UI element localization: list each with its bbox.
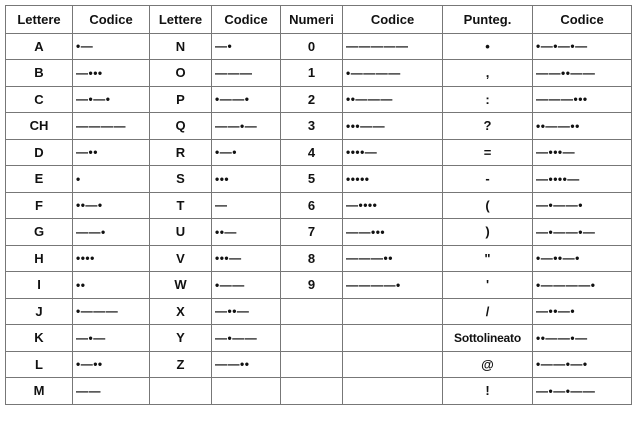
number-cell: 8 bbox=[281, 245, 343, 272]
number-code-cell: ———•• bbox=[343, 245, 443, 272]
letter-cell bbox=[150, 378, 212, 405]
number-code-cell bbox=[343, 298, 443, 325]
morse-code-table bbox=[5, 5, 632, 405]
letter-cell: W bbox=[150, 272, 212, 299]
number-cell: 4 bbox=[281, 139, 343, 166]
letter-code-cell: ••• bbox=[212, 166, 281, 193]
letter-cell: I bbox=[6, 272, 73, 299]
letter-cell: M bbox=[6, 378, 73, 405]
number-code-cell bbox=[343, 325, 443, 352]
number-code-cell: ————• bbox=[343, 272, 443, 299]
letter-cell: K bbox=[6, 325, 73, 352]
punctuation-cell: , bbox=[443, 60, 533, 87]
table-row bbox=[6, 139, 632, 166]
letter-code-cell: ••—• bbox=[73, 192, 150, 219]
header-codice: Codice bbox=[533, 6, 632, 34]
header-codice: Codice bbox=[73, 6, 150, 34]
table-row bbox=[6, 192, 632, 219]
letter-cell: U bbox=[150, 219, 212, 246]
table-row bbox=[6, 86, 632, 113]
letter-code-cell: ••— bbox=[212, 219, 281, 246]
punctuation-code-cell: —•——• bbox=[533, 192, 632, 219]
number-cell: 9 bbox=[281, 272, 343, 299]
letter-cell: H bbox=[6, 245, 73, 272]
punctuation-code-cell: —•••— bbox=[533, 139, 632, 166]
letter-code-cell: ——•• bbox=[212, 351, 281, 378]
punctuation-code-cell: —••—• bbox=[533, 298, 632, 325]
punctuation-code-cell: —••••— bbox=[533, 166, 632, 193]
number-code-cell: ——••• bbox=[343, 219, 443, 246]
table-row bbox=[6, 113, 632, 140]
punctuation-cell: Sottolineato bbox=[443, 325, 533, 352]
punctuation-code-cell: —•——•— bbox=[533, 219, 632, 246]
punctuation-code-cell: •—•—•— bbox=[533, 33, 632, 60]
punctuation-cell: = bbox=[443, 139, 533, 166]
number-code-cell bbox=[343, 351, 443, 378]
letter-cell: J bbox=[6, 298, 73, 325]
number-code-cell: ••••— bbox=[343, 139, 443, 166]
letter-code-cell: ——• bbox=[73, 219, 150, 246]
punctuation-cell: - bbox=[443, 166, 533, 193]
letter-cell: C bbox=[6, 86, 73, 113]
header-codice: Codice bbox=[343, 6, 443, 34]
letter-cell: P bbox=[150, 86, 212, 113]
number-cell: 7 bbox=[281, 219, 343, 246]
number-code-cell: ••••• bbox=[343, 166, 443, 193]
letter-cell: V bbox=[150, 245, 212, 272]
punctuation-cell: ) bbox=[443, 219, 533, 246]
letter-code-cell: •—• bbox=[212, 139, 281, 166]
letter-code-cell: ——— bbox=[212, 60, 281, 87]
letter-code-cell: •——• bbox=[212, 86, 281, 113]
punctuation-cell: : bbox=[443, 86, 533, 113]
punctuation-cell: • bbox=[443, 33, 533, 60]
number-cell: 3 bbox=[281, 113, 343, 140]
number-cell: 6 bbox=[281, 192, 343, 219]
letter-cell: R bbox=[150, 139, 212, 166]
letter-cell: G bbox=[6, 219, 73, 246]
letter-cell: T bbox=[150, 192, 212, 219]
letter-code-cell: •—— bbox=[212, 272, 281, 299]
letter-code-cell: —••— bbox=[212, 298, 281, 325]
header-numeri: Numeri bbox=[281, 6, 343, 34]
number-code-cell: —•••• bbox=[343, 192, 443, 219]
number-code-cell: •••—— bbox=[343, 113, 443, 140]
punctuation-cell: ' bbox=[443, 272, 533, 299]
punctuation-cell: " bbox=[443, 245, 533, 272]
table-row bbox=[6, 272, 632, 299]
table-row bbox=[6, 378, 632, 405]
letter-code-cell: •——— bbox=[73, 298, 150, 325]
table-row bbox=[6, 60, 632, 87]
letter-cell: Z bbox=[150, 351, 212, 378]
number-cell: 1 bbox=[281, 60, 343, 87]
letter-cell: L bbox=[6, 351, 73, 378]
number-cell bbox=[281, 298, 343, 325]
table-row bbox=[6, 298, 632, 325]
letter-code-cell: • bbox=[73, 166, 150, 193]
punctuation-code-cell: •——•—• bbox=[533, 351, 632, 378]
punctuation-code-cell: ••——•• bbox=[533, 113, 632, 140]
letter-code-cell: —— bbox=[73, 378, 150, 405]
punctuation-cell: / bbox=[443, 298, 533, 325]
table-row bbox=[6, 245, 632, 272]
letter-cell: CH bbox=[6, 113, 73, 140]
number-cell: 2 bbox=[281, 86, 343, 113]
table-row bbox=[6, 166, 632, 193]
letter-code-cell: •— bbox=[73, 33, 150, 60]
number-cell bbox=[281, 351, 343, 378]
letter-cell: O bbox=[150, 60, 212, 87]
letter-code-cell: ——•— bbox=[212, 113, 281, 140]
letter-code-cell: —•—• bbox=[73, 86, 150, 113]
letter-code-cell: •—•• bbox=[73, 351, 150, 378]
letter-code-cell bbox=[212, 378, 281, 405]
letter-cell: Y bbox=[150, 325, 212, 352]
table-body bbox=[6, 33, 632, 404]
letter-code-cell: ———— bbox=[73, 113, 150, 140]
letter-code-cell: —•• bbox=[73, 139, 150, 166]
letter-code-cell: •• bbox=[73, 272, 150, 299]
letter-code-cell: •••— bbox=[212, 245, 281, 272]
letter-cell: B bbox=[6, 60, 73, 87]
header-lettere: Lettere bbox=[150, 6, 212, 34]
letter-cell: A bbox=[6, 33, 73, 60]
letter-code-cell: •••• bbox=[73, 245, 150, 272]
punctuation-code-cell: ———••• bbox=[533, 86, 632, 113]
number-code-cell bbox=[343, 378, 443, 405]
letter-code-cell: —•—— bbox=[212, 325, 281, 352]
number-cell bbox=[281, 378, 343, 405]
number-cell: 0 bbox=[281, 33, 343, 60]
letter-cell: E bbox=[6, 166, 73, 193]
letter-cell: Q bbox=[150, 113, 212, 140]
punctuation-cell: ? bbox=[443, 113, 533, 140]
letter-cell: N bbox=[150, 33, 212, 60]
letter-code-cell: — bbox=[212, 192, 281, 219]
punctuation-code-cell: ••——•— bbox=[533, 325, 632, 352]
punctuation-code-cell: •————• bbox=[533, 272, 632, 299]
punctuation-code-cell: •—••—• bbox=[533, 245, 632, 272]
punctuation-cell: @ bbox=[443, 351, 533, 378]
number-code-cell: •———— bbox=[343, 60, 443, 87]
number-code-cell: ••——— bbox=[343, 86, 443, 113]
number-code-cell: ————— bbox=[343, 33, 443, 60]
header-punteggiatura: Punteg. bbox=[443, 6, 533, 34]
table-row bbox=[6, 33, 632, 60]
number-cell bbox=[281, 325, 343, 352]
table-header-row bbox=[6, 6, 632, 34]
letter-code-cell: —• bbox=[212, 33, 281, 60]
table-row bbox=[6, 219, 632, 246]
number-cell: 5 bbox=[281, 166, 343, 193]
punctuation-cell: ! bbox=[443, 378, 533, 405]
letter-code-cell: —•— bbox=[73, 325, 150, 352]
letter-cell: F bbox=[6, 192, 73, 219]
table-row bbox=[6, 325, 632, 352]
letter-cell: S bbox=[150, 166, 212, 193]
letter-code-cell: —••• bbox=[73, 60, 150, 87]
header-lettere: Lettere bbox=[6, 6, 73, 34]
letter-cell: D bbox=[6, 139, 73, 166]
punctuation-code-cell: ——••—— bbox=[533, 60, 632, 87]
punctuation-code-cell: —•—•—— bbox=[533, 378, 632, 405]
header-codice: Codice bbox=[212, 6, 281, 34]
punctuation-cell: ( bbox=[443, 192, 533, 219]
letter-cell: X bbox=[150, 298, 212, 325]
table-row bbox=[6, 351, 632, 378]
